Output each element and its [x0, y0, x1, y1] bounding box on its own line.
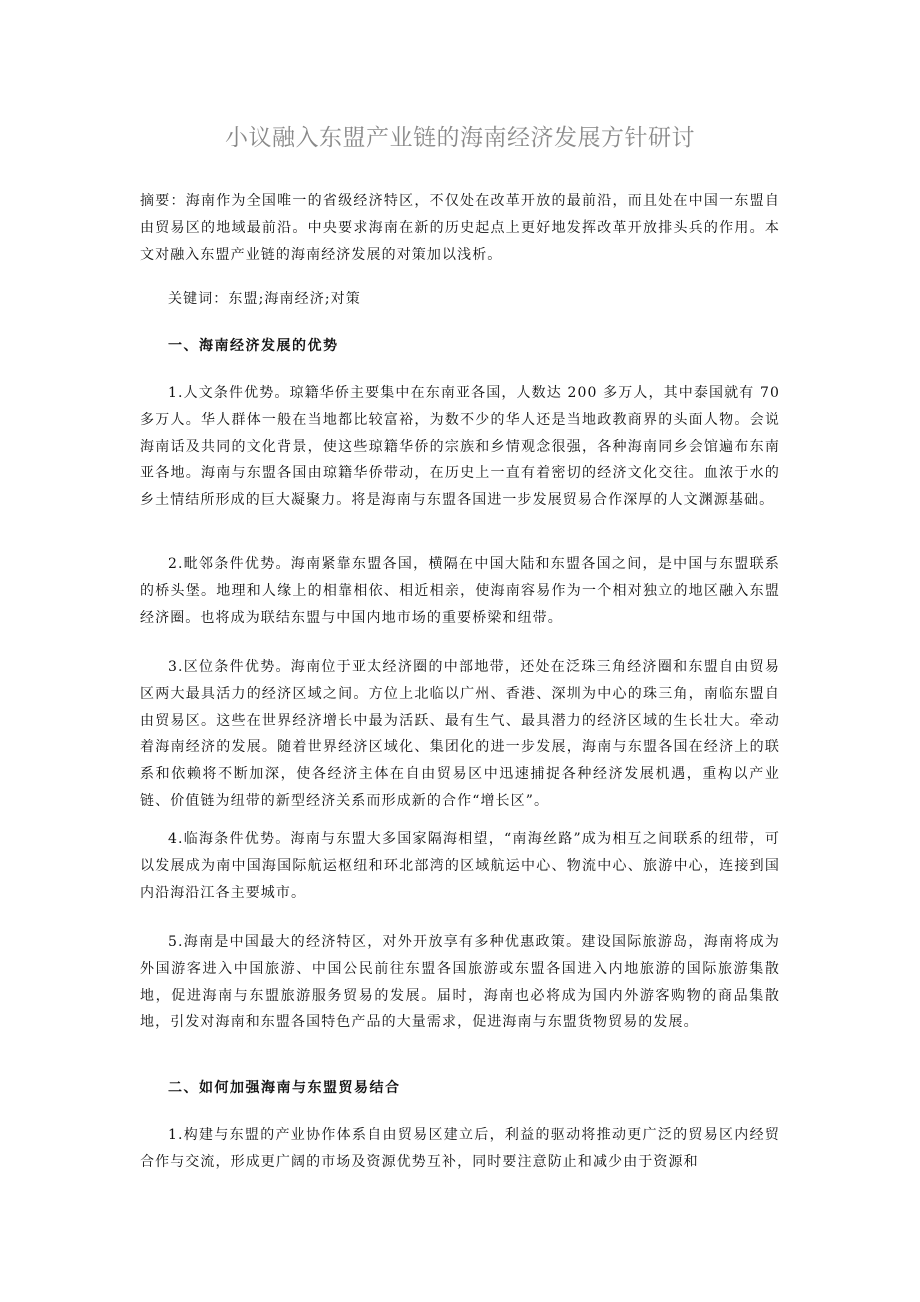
keywords-line: 关键词：东盟;海南经济;对策	[168, 291, 361, 307]
section1-paragraph-5: 5.海南是中国最大的经济特区，对外开放享有多种优惠政策。建设国际旅游岛，海南将成为外国游客进入中国旅游、中国公民前往东盟各国旅游或东盟各国进入内地旅游的国际旅游集散地，促进海南与东盟旅游服务贸易的发展。届时，海南也必将成为国内外游客购物的商品集散地，引发对海南和东盟各国特色产品的大量需求，促进海南与东盟货物贸易的发展。	[140, 934, 780, 1031]
section-heading-2: 二、如何加强海南与东盟贸易结合	[168, 1080, 401, 1096]
section1-paragraph-1: 1.人文条件优势。琼籍华侨主要集中在东南亚各国，人数达 200 多万人，其中泰国就有 70 多万人。华人群体一般在当地都比较富裕，为数不少的华人还是当地政教商界的头面人物。会说海南话及共同的文化背景，使这些琼籍华侨的宗族和乡情观念很强，各种海南同乡会馆遍布东南亚各地。海南与东盟各国由琼籍华侨带动，在历史上一直有着密切的经济文化交往。血浓于水的乡土情结所形成的巨大凝聚力。将是海南与东盟各国进一步发展贸易合作深厚的人文渊源基础。	[140, 385, 780, 509]
abstract-paragraph: 摘要：海南作为全国唯一的省级经济特区，不仅处在改革开放的最前沿，而且处在中国一东盟自由贸易区的地域最前沿。中央要求海南在新的历史起点上更好地发挥改革开放排头兵的作用。本文对融入东盟产业链的海南经济发展的对策加以浅析。	[140, 193, 780, 263]
document-title: 小议融入东盟产业链的海南经济发展方针研讨	[225, 125, 695, 151]
section2-paragraph-1: 1.构建与东盟的产业协作体系自由贸易区建立后，利益的驱动将推动更广泛的贸易区内经贸合作与交流，形成更广阔的市场及资源优势互补，同时要注意防止和减少由于资源和	[140, 1127, 780, 1170]
section1-paragraph-4: 4.临海条件优势。海南与东盟大多国家隔海相望，“南海丝路”成为相互之间联系的纽带，可以发展成为南中国海国际航运枢纽和环北部湾的区域航运中心、物流中心、旅游中心，连接到国内沿海沿江各主要城市。	[140, 831, 780, 901]
section1-paragraph-3: 3.区位条件优势。海南位于亚太经济圈的中部地带，还处在泛珠三角经济圈和东盟自由贸易区两大最具活力的经济区域之间。方位上北临以广州、香港、深圳为中心的珠三角，南临东盟自由贸易区。这些在世界经济增长中最为活跃、最有生气、最具潜力的经济区域的生长壮大。牵动着海南经济的发展。随着世界经济区域化、集团化的进一步发展，海南与东盟各国在经济上的联系和依赖将不断加深，使各经济主体在自由贸易区中迅速捕捉各种经济发展机遇，重构以产业链、价值链为纽带的新型经济关系而形成新的合作“增长区”。	[140, 659, 780, 809]
section-heading-1: 一、海南经济发展的优势	[168, 338, 339, 354]
section1-paragraph-2: 2.毗邻条件优势。海南紧靠东盟各国，横隔在中国大陆和东盟各国之间，是中国与东盟联系的桥头堡。地理和人缘上的相靠相依、相近相亲，使海南容易作为一个相对独立的地区融入东盟经济圈。也将成为联结东盟与中国内地市场的重要桥梁和纽带。	[140, 556, 780, 626]
